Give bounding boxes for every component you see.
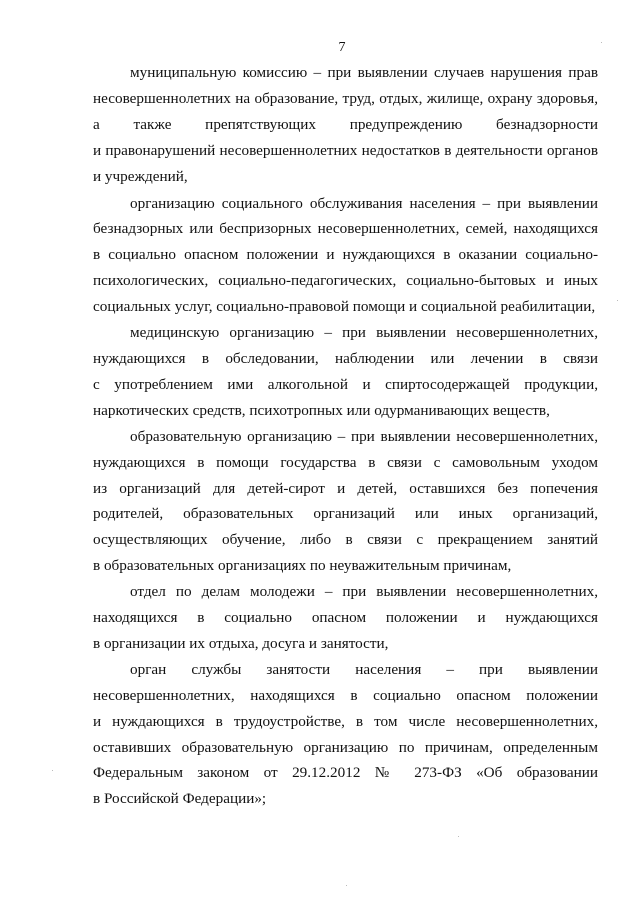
paragraph-youth-department xyxy=(93,579,598,657)
text-line: отдел по делам молодежи – при выявлении несовершеннолетних, xyxy=(130,583,598,601)
text-line: несовершеннолетних на образование, труд, отдых, жилище, охрану здоровья, xyxy=(93,89,598,107)
document-body xyxy=(93,60,598,812)
text-line: нуждающихся в помощи государства в связи с самовольным уходом xyxy=(93,453,598,471)
text-line: из организаций для детей-сирот и детей, оставшихся без попечения xyxy=(93,479,598,497)
paragraph-municipal-commission xyxy=(93,60,598,190)
paragraph-employment-service xyxy=(93,657,598,812)
text-line: медицинскую организацию – при выявлении несовершеннолетних, xyxy=(130,324,598,342)
text-line: нуждающихся в обследовании, наблюдении или лечении в связи xyxy=(93,349,598,367)
text-line: находящихся в социально опасном положении и нуждающихся xyxy=(93,609,598,627)
text-line: в образовательных организациях по неуважительным причинам, xyxy=(93,557,512,575)
scan-speck xyxy=(52,770,53,771)
text-line: родителей, образовательных организаций или иных организаций, xyxy=(93,505,598,523)
text-line: образовательную организацию – при выявлении несовершеннолетних, xyxy=(130,427,598,445)
text-line: с употреблением ими алкогольной и спиртосодержащей продукции, xyxy=(93,375,598,393)
text-line: безнадзорных или беспризорных несовершеннолетних, семей, находящихся xyxy=(93,220,598,238)
paragraph-social-service xyxy=(93,191,598,321)
text-line: несовершеннолетних, находящихся в социально опасном положении xyxy=(93,686,598,704)
text-line: психологических, социально-педагогических, социально-бытовых и иных xyxy=(93,272,598,290)
text-line: социальных услуг, социально-правовой помощи и социальной реабилитации, xyxy=(93,298,596,316)
scan-speck xyxy=(458,836,459,837)
text-line: осуществляющих обучение, либо в связи с прекращением занятий xyxy=(93,531,598,549)
scan-speck xyxy=(601,42,602,43)
text-line: наркотических средств, психотропных или одурманивающих веществ, xyxy=(93,401,550,419)
scan-speck xyxy=(346,885,347,886)
paragraph-medical-organization xyxy=(93,320,598,424)
text-line: муниципальную комиссию – при выявлении случаев нарушения прав xyxy=(130,64,598,81)
text-line: организацию социального обслуживания населения – при выявлении xyxy=(130,194,598,212)
text-line: в Российской Федерации»; xyxy=(93,790,267,808)
text-line: в организации их отдыха, досуга и занятости, xyxy=(93,634,389,652)
page-number: 7 xyxy=(338,40,346,55)
text-line: и нуждающихся в трудоустройстве, в том числе несовершеннолетних, xyxy=(93,712,598,730)
scan-speck xyxy=(617,300,618,301)
paragraph-educational-organization xyxy=(93,424,598,579)
text-line: Федеральным законом от 29.12.2012 № 273-ФЗ «Об образовании xyxy=(93,764,598,782)
text-line: а также препятствующих предупреждению безнадзорности xyxy=(93,115,598,133)
text-line: и правонарушений несовершеннолетних недостатков в деятельности органов xyxy=(93,141,598,159)
text-line: в социально опасном положении и нуждающихся в оказании социально- xyxy=(93,246,598,264)
text-line: оставивших образовательную организацию по причинам, определенным xyxy=(93,738,598,756)
text-line: орган службы занятости населения – при выявлении xyxy=(130,660,598,678)
text-line: и учреждений, xyxy=(93,167,188,185)
